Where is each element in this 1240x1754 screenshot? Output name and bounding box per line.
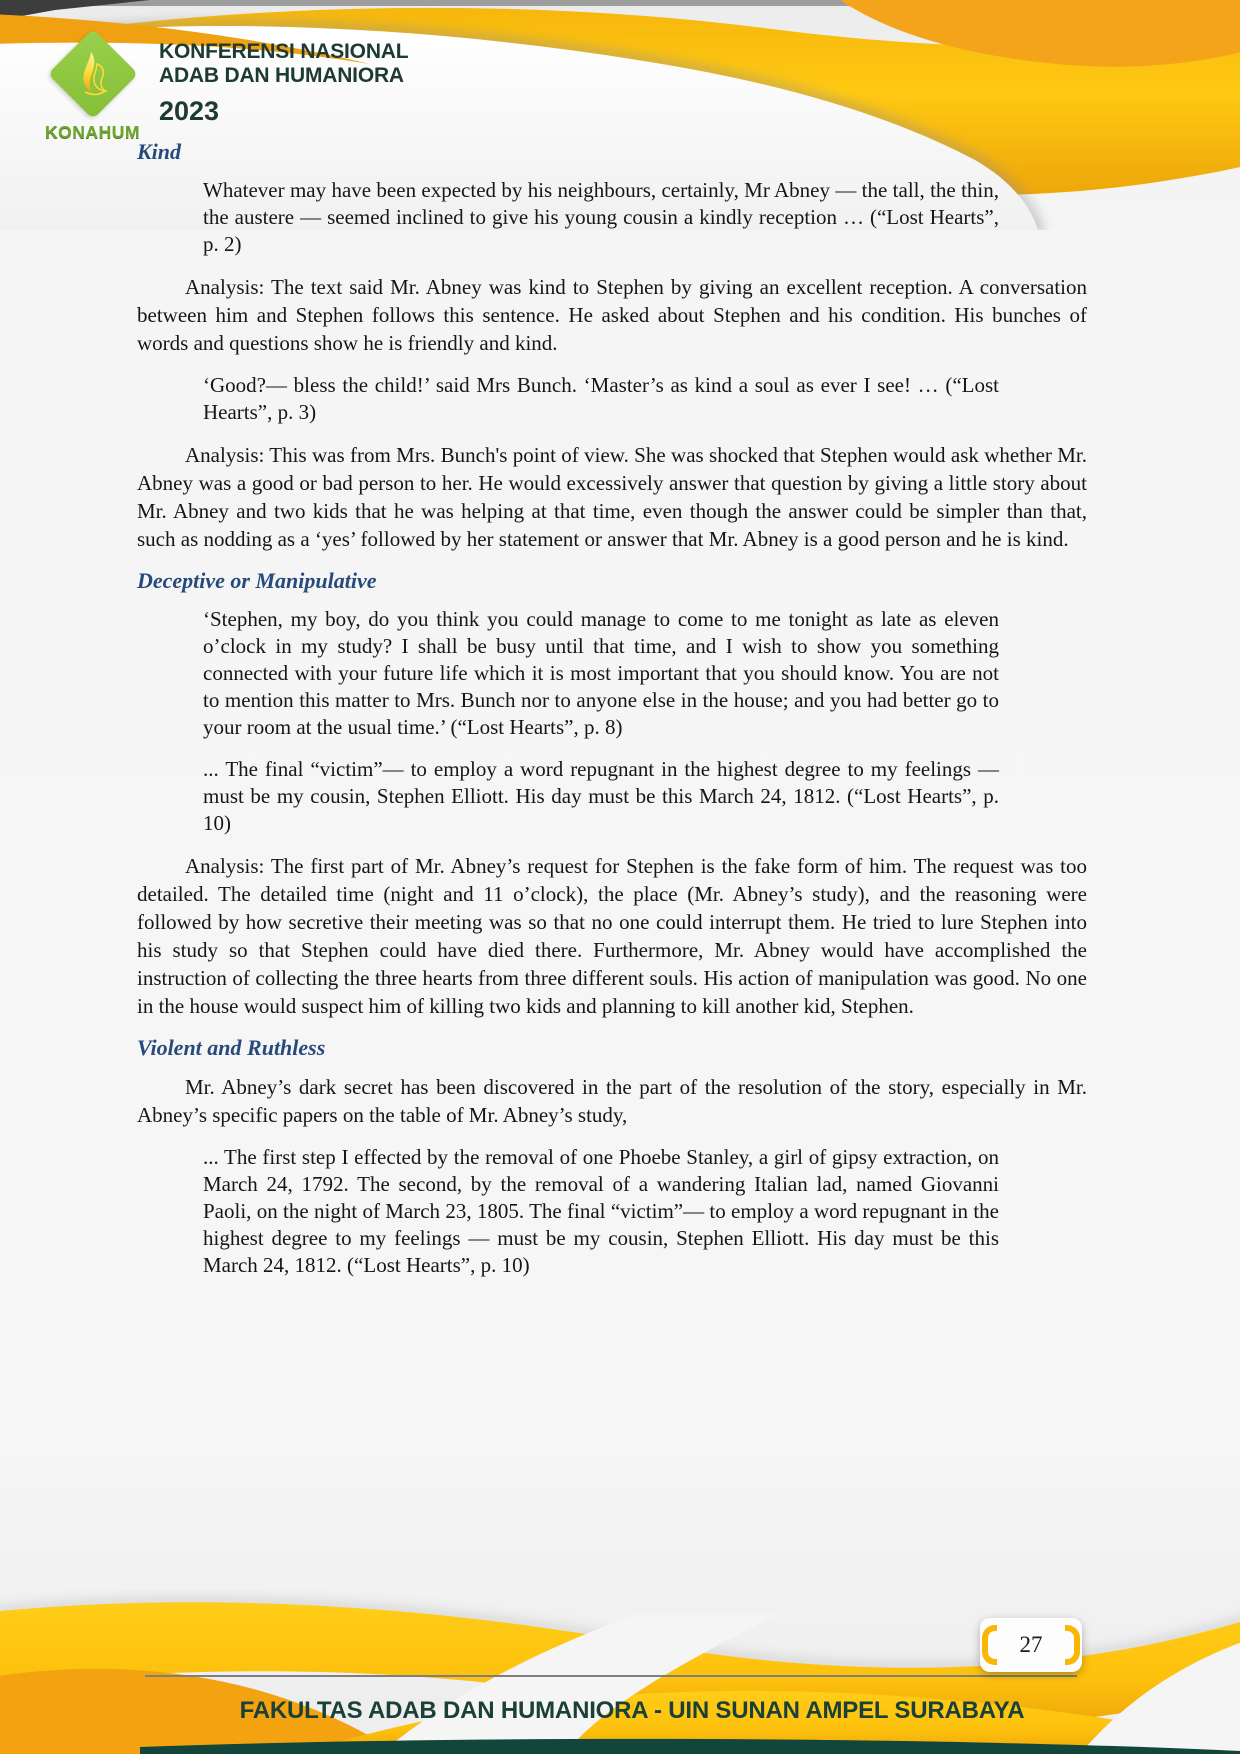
konahum-logo (30, 28, 155, 143)
analysis-paragraph: Analysis: This was from Mrs. Bunch's point of view. She was shocked that Stephen would ask whether Mr. Abney was a good or bad person to her. He would excessively answer that question by giving a little story about Mr. Abney and two kids that he was helping at that time, even though the answer could be simpler than that, such as nodding as a ‘yes’ followed by her statement or answer that Mr. Abney is a good person and he is kind. (137, 443, 1087, 551)
block-quote: ... The first step I effected by the removal of one Phoebe Stanley, a girl of gipsy extraction, on March 24, 1792. The second, by the removal of a wandering Italian lad, named Giovanni Paoli, on the night of March 23, 1805. The final “victim”— to employ a word repugnant in the highest degree to my feelings — must be my cousin, Stephen Elliott. His day must be this March 24, 1812. (“Lost Hearts”, p. 10) (203, 1145, 999, 1277)
conference-year: 2023 (159, 96, 220, 126)
flame-icon (67, 48, 119, 100)
conference-title (159, 40, 408, 88)
page-body (137, 133, 1087, 1294)
conference-title-line1: KONFERENSI NASIONAL (159, 40, 409, 63)
section-heading-deceptive: Deceptive or Manipulative (137, 568, 377, 593)
logo-acronym: KONAHUM (45, 122, 140, 142)
logo-diamond (47, 29, 138, 120)
right-bracket-icon (1065, 1625, 1080, 1665)
analysis-paragraph: Analysis: The text said Mr. Abney was kind to Stephen by giving an excellent reception. A conversation between him and Stephen follows this sentence. He asked about Stephen and his condition. His bunches of words and questions show he is friendly and kind. (137, 275, 1087, 355)
section-heading-violent: Violent and Ruthless (137, 1035, 326, 1060)
block-quote: ... The final “victim”— to employ a word repugnant in the highest degree to my feelings — must be my cousin, Stephen Elliott. His day must be this March 24, 1812. (“Lost Hearts”, p. 10) (203, 757, 999, 835)
page-number-badge (980, 1618, 1082, 1672)
block-quote: ‘Good?— bless the child!’ said Mrs Bunch. ‘Master’s as kind a soul as ever I see! … (“Lost Hearts”, p. 3) (203, 373, 999, 424)
left-bracket-icon (982, 1625, 997, 1665)
page-number: 27 (1019, 1632, 1043, 1657)
body-paragraph: Mr. Abney’s dark secret has been discovered in the part of the resolution of the story, especially in Mr. Abney’s specific papers on the table of Mr. Abney’s study, (137, 1075, 1087, 1127)
section-heading-kind: Kind (137, 139, 182, 164)
conference-title-line2: ADAB DAN HUMANIORA (159, 64, 404, 87)
block-quote: Whatever may have been expected by his neighbours, certainly, Mr Abney — the tall, the thin, the austere — seemed inclined to give his young cousin a kindly reception … (“Lost Hearts”, p. 2) (203, 178, 999, 256)
footer-faculty-text: FAKULTAS ADAB DAN HUMANIORA - UIN SUNAN AMPEL SURABAYA (239, 1697, 1025, 1724)
footer-separator-line (145, 1675, 1077, 1677)
analysis-paragraph: Analysis: The first part of Mr. Abney’s request for Stephen is the fake form of him. The request was too detailed. The detailed time (night and 11 o’clock), the place (Mr. Abney’s study), and the reasoning were followed by how secretive their meeting was so that no one could interrupt them. He tried to lure Stephen into his study so that Stephen could have died there. Furthermore, Mr. Abney would have accomplished the instruction of collecting the three hearts from three different souls. His action of manipulation was good. No one in the house would suspect him of killing two kids and planning to kill another kid, Stephen. (137, 854, 1087, 1018)
block-quote: ‘Stephen, my boy, do you think you could manage to come to me tonight as late as eleven o’clock in my study? I shall be busy until that time, and I wish to show you something connected with your future life which it is most important that you should know. You are not to mention this matter to Mrs. Bunch nor to anyone else in the house; and you had better go to your room at the usual time.’ (“Lost Hearts”, p. 8) (203, 607, 999, 739)
